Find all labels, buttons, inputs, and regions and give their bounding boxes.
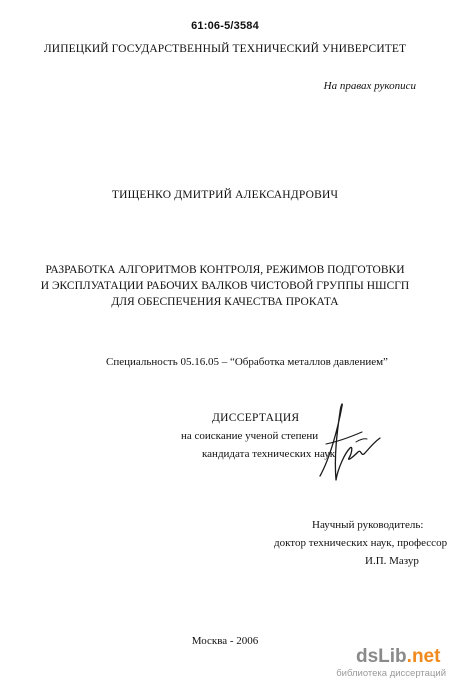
supervisor-name: И.П. Мазур xyxy=(365,555,419,567)
specialty-line: Специальность 05.16.05 – “Обработка металлов давлением” xyxy=(106,356,388,368)
logo-part-1: dsLib xyxy=(356,646,407,667)
dslib-watermark xyxy=(336,646,446,682)
logo-part-2: .net xyxy=(406,646,441,667)
archive-code: 61:06-5/3584 xyxy=(191,20,259,32)
degree-line-1: на соискание ученой степени xyxy=(181,430,319,442)
degree-line-2: кандидата технических наук xyxy=(202,448,336,460)
university-name: ЛИПЕЦКИЙ ГОСУДАРСТВЕННЫЙ ТЕХНИЧЕСКИЙ УНИВЕРСИТЕТ xyxy=(43,43,407,55)
supervisor-label: Научный руководитель: xyxy=(312,519,424,531)
dslib-logo xyxy=(356,646,440,668)
author-name: ТИЩЕНКО ДМИТРИЙ АЛЕКСАНДРОВИЧ xyxy=(111,189,339,201)
title-line: ДЛЯ ОБЕСПЕЧЕНИЯ КАЧЕСТВА ПРОКАТА xyxy=(111,296,339,308)
title-line: РАЗРАБОТКА АЛГОРИТМОВ КОНТРОЛЯ, РЕЖИМОВ ПОДГОТОВКИ xyxy=(45,264,405,276)
supervisor-title: доктор технических наук, профессор xyxy=(274,537,448,549)
manuscript-rights-note: На правах рукописи xyxy=(323,80,416,92)
title-line: И ЭКСПЛУАТАЦИИ РАБОЧИХ ВАЛКОВ ЧИСТОВОЙ ГРУППЫ НШСГП xyxy=(40,280,410,292)
handwritten-signature xyxy=(312,398,392,488)
city-year: Москва - 2006 xyxy=(191,635,259,647)
dissertation-title xyxy=(0,262,450,310)
work-kind: ДИССЕРТАЦИЯ xyxy=(212,412,300,424)
watermark-subtitle: библиотека диссертаций xyxy=(336,668,446,679)
